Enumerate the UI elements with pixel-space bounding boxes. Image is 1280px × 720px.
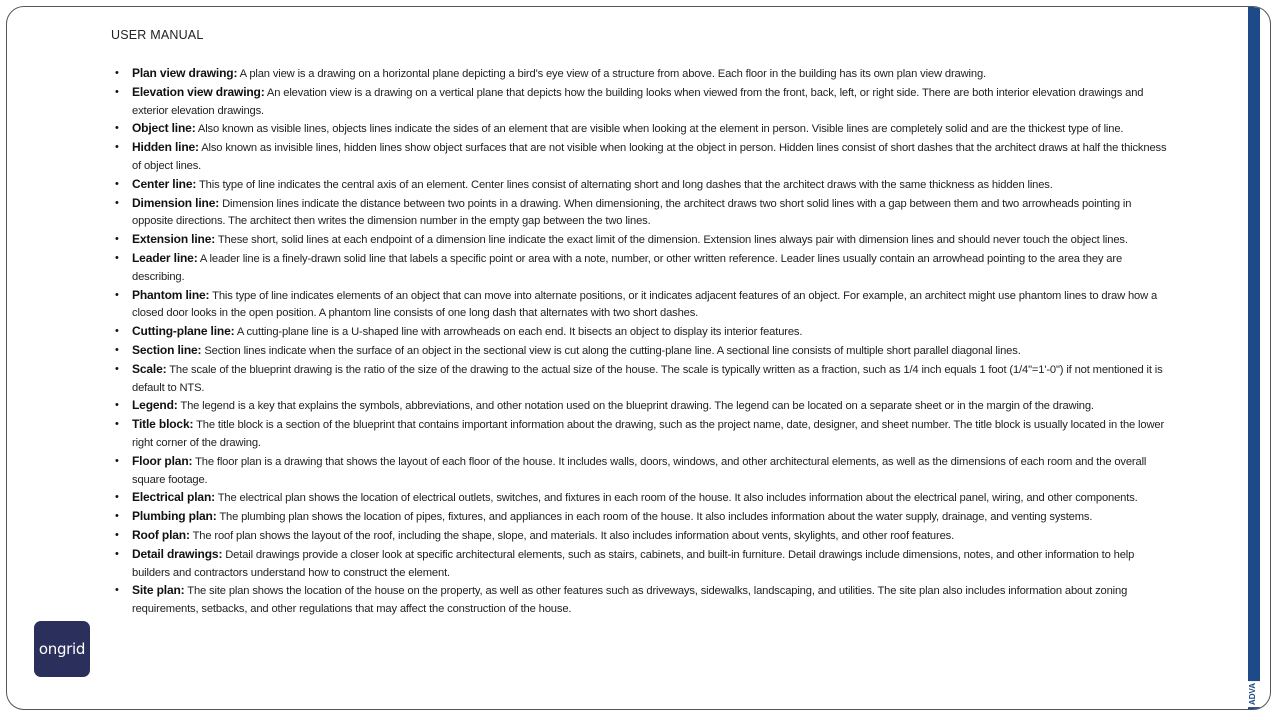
definition-item [111, 231, 1171, 250]
definition-term: Scale: [132, 361, 167, 376]
definition-text: A plan view is a drawing on a horizontal plane depicting a bird's eye view of a structure from above. Each floor in the building has its own plan view drawing. [237, 68, 986, 80]
definition-text: The scale of the blueprint drawing is the ratio of the size of the drawing to the actual size of the house. The scale is typically written as a fraction, such as 1/4 inch equals 1 foot (1/4"=1'-0") if not mentioned it is default to NTS. [132, 363, 1163, 394]
page-frame [6, 6, 1271, 710]
bullet-icon: • [115, 418, 119, 431]
ongrid-logo: ongrid [34, 621, 90, 677]
definition-term: Legend: [132, 398, 178, 413]
bullet-icon: • [115, 85, 119, 98]
definition-text: These short, solid lines at each endpoint of a dimension line indicate the exact limit of the dimension. Extension lines always pair with dimension lines and should never touch the object lines. [215, 234, 1128, 247]
definition-text: The roof plan shows the layout of the roof, including the shape, slope, and materials. It also includes information about vents, skylights, and other roof features. [189, 529, 955, 542]
definition-term: Title block: [132, 417, 194, 432]
definition-text: Dimension lines indicate the distance between two points in a drawing. When dimensioning, the architect draws two short solid lines with a gap between them and two arrowheads pointing in opposite directions. The architect then writes the dimension number in the empty gap between the two lines. [132, 197, 1132, 228]
bullet-icon: • [115, 251, 119, 264]
definition-item [111, 508, 1171, 527]
definition-item [111, 84, 1171, 121]
definition-item [111, 416, 1171, 453]
definition-term: Hidden line: [132, 140, 199, 155]
bullet-icon: • [115, 584, 119, 597]
side-label: ADVA [1248, 681, 1260, 707]
definition-text: A cutting-plane line is a U-shaped line with arrowheads on each end. It bisects an object to display its interior features. [234, 326, 803, 339]
definition-item [111, 582, 1171, 619]
bullet-icon: • [115, 288, 119, 301]
definition-text: The plumbing plan shows the location of pipes, fixtures, and appliances in each room of the house. It also includes information about the water supply, drainage, and venting systems. [216, 511, 1093, 524]
definition-text: The title block is a section of the blueprint that contains important information about the drawing, such as the project name, date, designer, and sheet number. The title block is usually located in the lower right corner of the drawing. [132, 419, 1165, 449]
definition-term: Extension line: [132, 232, 216, 247]
bullet-icon: • [115, 325, 119, 338]
definition-item [111, 361, 1171, 398]
definition-item [111, 250, 1171, 287]
definition-term: Roof plan: [132, 527, 190, 542]
definition-text: The electrical plan shows the location of electrical outlets, switches, and fixtures in each room of the house. It also includes information about the electrical panel, wiring, and other components. [214, 492, 1138, 505]
bullet-icon: • [115, 343, 119, 356]
definition-text: This type of line indicates the central axis of an element. Center lines consist of alternating short and long dashes that the architect draws with the same thickness as hidden lines. [196, 178, 1053, 191]
definition-text: Detail drawings provide a closer look at specific architectural elements, such as stairs, cabinets, and built-in furniture. Detail drawings include dimensions, notes, and other information to help builders and contractors understand how to construct the element. [132, 548, 1135, 579]
bullet-icon: • [115, 362, 119, 375]
definition-item [111, 323, 1171, 342]
definition-term: Center line: [132, 176, 197, 191]
definition-term: Elevation view drawing: [132, 84, 265, 99]
accent-side-bar [1248, 7, 1260, 709]
definition-text: The site plan shows the location of the house on the property, as well as other features such as driveways, sidewalks, landscaping, and utilities. The site plan also includes information about zoning requirements, setbacks, and other regulations that may affect the construction of the house. [132, 585, 1128, 616]
definition-term: Object line: [132, 121, 196, 136]
definition-item [111, 65, 1171, 84]
definition-term: Dimension line: [132, 195, 220, 210]
definition-term: Phantom line: [132, 287, 210, 302]
definition-item [111, 287, 1171, 324]
definition-list [111, 65, 1171, 619]
definition-text: An elevation view is a drawing on a vertical plane that depicts how the building looks when viewed from the front, back, left, or right side. There are both interior elevation drawings and exterior elevation drawings. [132, 86, 1144, 117]
bullet-icon: • [115, 177, 119, 190]
definition-text: Also known as invisible lines, hidden lines show object surfaces that are not visible when looking at the object in person. Hidden lines consist of short dashes that the architect draws at half the thickness of object lines. [132, 142, 1167, 172]
definition-item [111, 453, 1171, 490]
definition-item [111, 546, 1171, 583]
bullet-icon: • [115, 528, 119, 541]
definition-text: The legend is a key that explains the symbols, abbreviations, and other notation used on the blueprint drawing. The legend can be located on a separate sheet or in the margin of the drawing. [177, 400, 1094, 413]
definition-term: Site plan: [132, 583, 185, 598]
definition-text: Section lines indicate when the surface of an object in the sectional view is cut along the cutting-plane line. A sectional line consists of multiple short parallel diagonal lines. [201, 344, 1021, 357]
bullet-icon: • [115, 510, 119, 523]
definition-term: Plumbing plan: [132, 509, 217, 524]
bullet-icon: • [115, 454, 119, 467]
bullet-icon: • [115, 233, 119, 246]
bullet-icon: • [115, 491, 119, 504]
definition-term: Section line: [132, 342, 202, 357]
definition-term: Detail drawings: [132, 546, 223, 561]
definition-item [111, 397, 1171, 416]
bullet-icon: • [115, 67, 119, 79]
definition-item [111, 489, 1171, 508]
definition-text: The floor plan is a drawing that shows the layout of each floor of the house. It includes walls, doors, windows, and other architectural elements, as well as the dimensions of each room and the overall square footage. [132, 455, 1147, 486]
definition-term: Plan view drawing: [132, 66, 238, 80]
bullet-icon: • [115, 122, 119, 135]
bullet-icon: • [115, 196, 119, 209]
definition-item [111, 195, 1171, 232]
definition-item [111, 527, 1171, 546]
definition-item [111, 176, 1171, 195]
definition-item [111, 139, 1171, 176]
definition-term: Leader line: [132, 250, 198, 265]
definition-term: Electrical plan: [132, 490, 215, 505]
definition-text: Also known as visible lines, objects lines indicate the sides of an element that are visible when looking at the element in person. Visible lines are completely solid and are the thickest type of line. [195, 123, 1124, 136]
definition-term: Floor plan: [132, 453, 193, 468]
bullet-icon: • [115, 547, 119, 560]
bullet-icon: • [115, 141, 119, 154]
definition-item [111, 120, 1171, 139]
definition-term: Cutting-plane line: [132, 324, 235, 339]
page-title: USER MANUAL [111, 28, 204, 42]
bullet-icon: • [115, 399, 119, 412]
definition-item [111, 342, 1171, 361]
definition-text: This type of line indicates elements of an object that can move into alternate positions, or it indicates adjacent features of an object. For example, an architect might use phantom lines to draw how a closed door looks in the open position. A phantom line consists of one long dash that alternates with two short dashes. [132, 289, 1158, 320]
definition-text: A leader line is a finely-drawn solid line that labels a specific point or area with a note, number, or other written reference. Leader lines usually contain an arrowhead pointing to the area they are describing. [132, 252, 1123, 283]
